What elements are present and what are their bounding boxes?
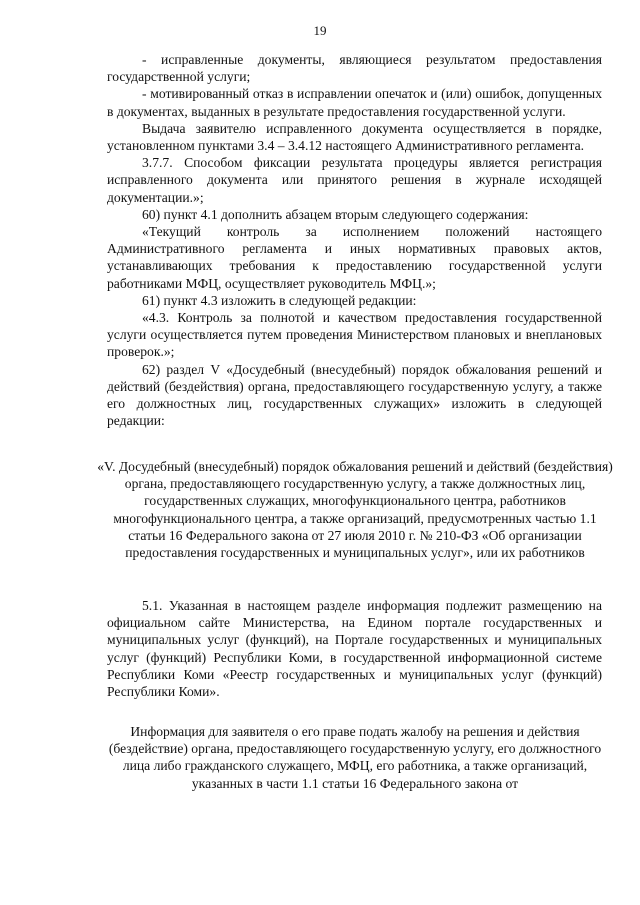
paragraph-4-3: «4.3. Контроль за полнотой и качеством предоставления государственной услуги осуществляется путем проведения Министерством плановых и внеплановых проверок.»; [107, 310, 602, 360]
paragraph-refusal: - мотивированный отказ в исправлении опечаток и (или) ошибок, допущенных в документах, выданных в результате предоставления государственной услуги. [107, 86, 602, 119]
paragraph-item-60: 60) пункт 4.1 дополнить абзацем вторым следующего содержания: [142, 206, 529, 222]
paragraph-item-62: 62) раздел V «Досудебный (внесудебный) порядок обжалования решений и действий (бездействия) органа, предоставляющего государственную услугу, а также его должностных лиц, государственных служащих» изложить в следующей редакции: [107, 361, 602, 429]
info-heading: Информация для заявителя о его праве подать жалобу на решения и действия (бездействие) органа, предоставляющего государственную услугу, его должностного лица либо гражданского служащего, МФЦ, его работника, а также организаций, указанных в части 1.1 статьи 16 Федерального закона от [108, 724, 602, 791]
paragraph-5-1: 5.1. Указанная в настоящем разделе информация подлежит размещению на официальном сайте Министерства, на Едином портале государственных и муниципальных услуг (функций), на Портале государственных и муниципальных услуг (функций) Республики Коми, в государственной информационной системе Республики Коми «Реестр государственных и муниципальных услуг (функций) Республики Коми». [107, 598, 602, 700]
body-text [107, 51, 602, 429]
paragraph-issuance: Выдача заявителю исправленного документа осуществляется в порядке, установленном пунктами 3.4 – 3.4.12 настоящего Административного регламента. [107, 120, 602, 154]
paragraph-corrected-documents: - исправленные документы, являющиеся результатом предоставления государственной услуги; [107, 52, 602, 85]
paragraph-3-7-7: 3.7.7. Способом фиксации результата процедуры является регистрация исправленного документа или принятого решения в журнале исходящей документации.»; [107, 155, 602, 205]
paragraph-current-control: «Текущий контроль за исполнением положений настоящего Административного регламента и иных нормативных правовых актов, устанавливающих требования к предоставлению государственной услуги работниками МФЦ, осуществляет руководитель МФЦ.»; [107, 224, 602, 291]
page-number: 19 [313, 23, 327, 38]
paragraph-item-61: 61) пункт 4.3 изложить в следующей редакции: [142, 292, 417, 308]
section-v-heading: «V. Досудебный (внесудебный) порядок обжалования решений и действий (бездействия) органа, предоставляющего государственную услугу, а также должностных лиц, государственных служащих, многофункционального центра, работников многофункционального центра, а также организаций, предусмотренных частью 1.1 статьи 16 Федерального закона от 27 июля 2010 г. № 210-ФЗ «Об организации предоставления государственных и муниципальных услуг», или их работников [97, 459, 613, 561]
